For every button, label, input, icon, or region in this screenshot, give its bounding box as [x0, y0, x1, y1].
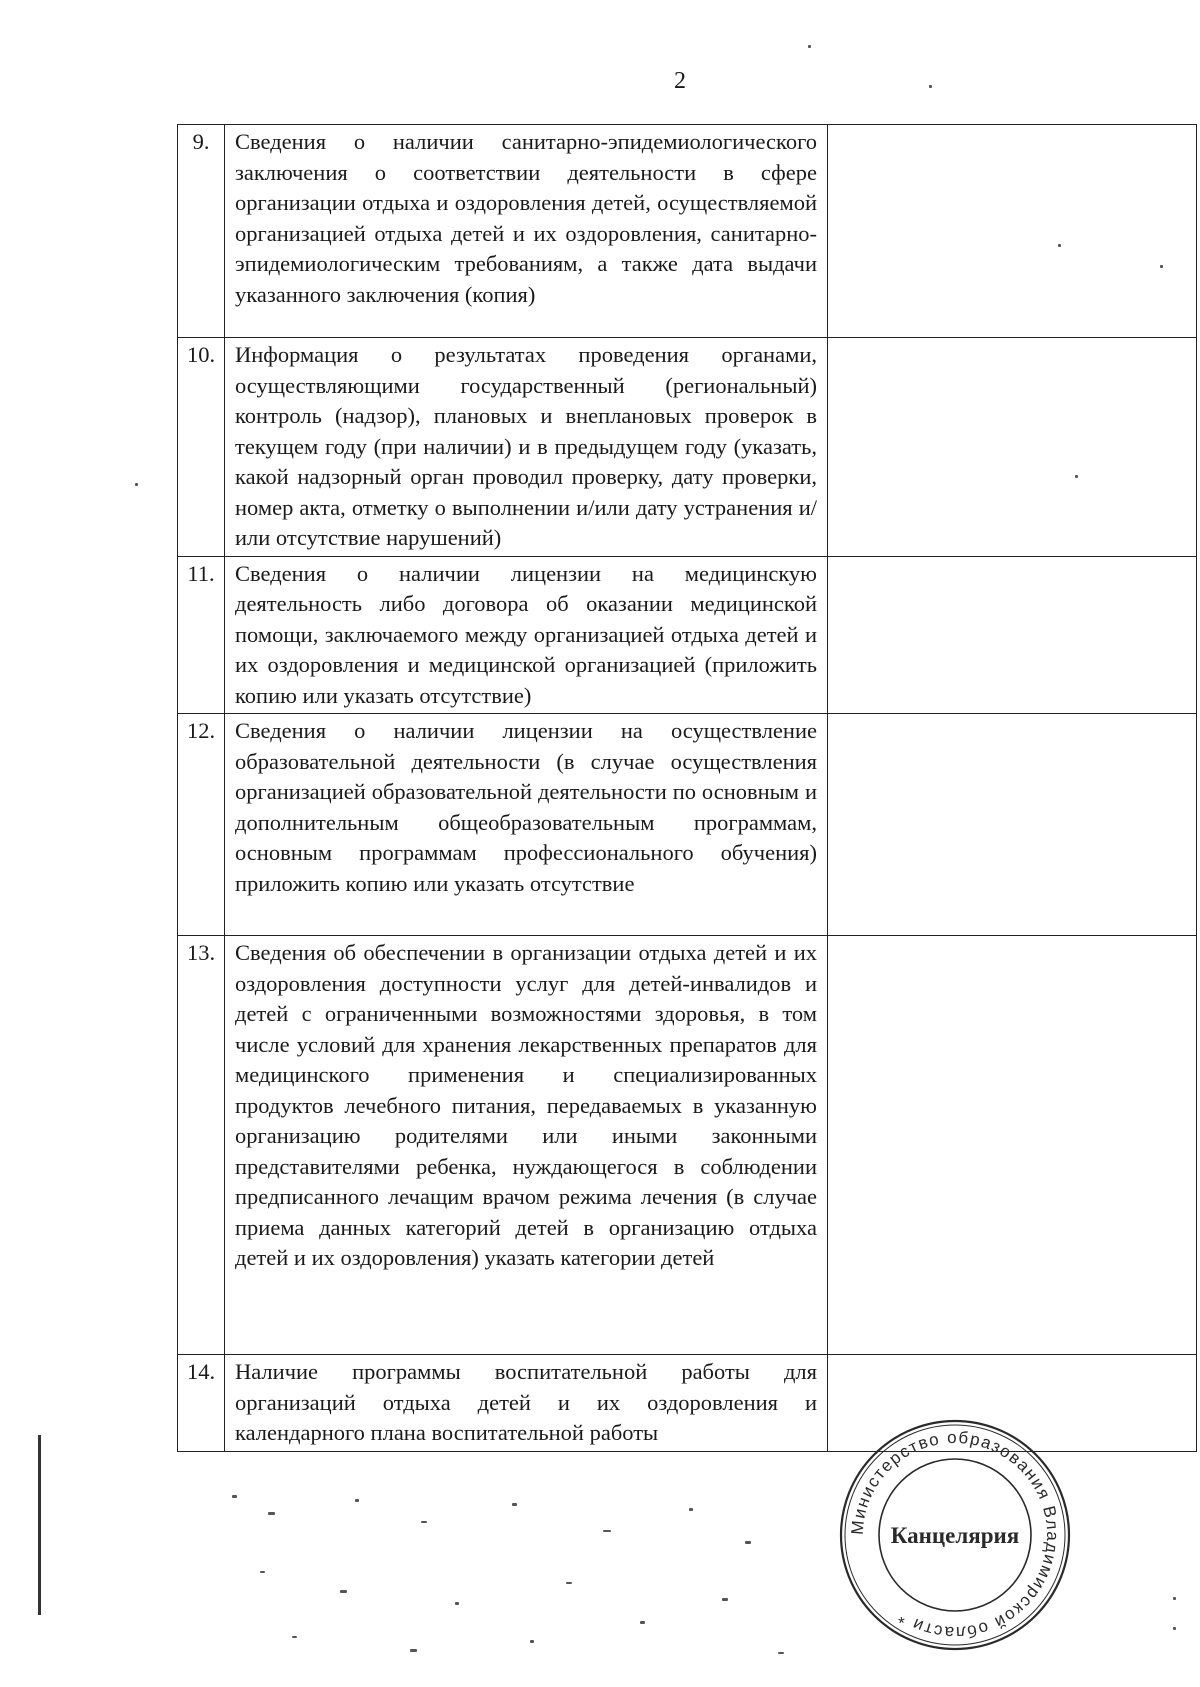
scan-edge-mark [38, 1435, 41, 1615]
row-description: Сведения о наличии лицензии на осуществление образовательной деятельности (в случае осуществления организацией образовательной деятельности по основным и дополнительным общеобразовательным программам, основным программам профессионального обучения) приложить копию или указать отсутствие [225, 714, 828, 936]
row-description: Информация о результатах проведения органами, осуществляющими государственный (региональный) контроль (надзор), плановых и внеплановых проверок в текущем году (при наличии) и в предыдущем году (указать, какой надзорный орган проводил проверку, дату проверки, номер акта, отметку о выполнении и/или дату устранения и/или отсутствие нарушений) [225, 338, 828, 557]
stamp-center-text: Канцелярия [890, 1523, 1020, 1548]
table-row [178, 338, 1197, 557]
row-value [828, 936, 1197, 1355]
row-number: 9. [178, 125, 225, 338]
row-number: 10. [178, 338, 225, 557]
row-description: Сведения о наличии лицензии на медицинскую деятельность либо договора об оказании медицинской помощи, заключаемого между организацией отдыха детей и их оздоровления и медицинской организацией (приложить копию или указать отсутствие) [225, 556, 828, 714]
row-number: 13. [178, 936, 225, 1355]
row-number: 12. [178, 714, 225, 936]
row-description: Наличие программы воспитательной работы для организаций отдыха детей и их оздоровления и календарного плана воспитательной работы [225, 1355, 828, 1452]
row-value [828, 714, 1197, 936]
row-description: Сведения об обеспечении в организации отдыха детей и их оздоровления доступности услуг для детей-инвалидов и детей с ограниченными возможностями здоровья, в том числе условий для хранения лекарственных препаратов для медицинского применения и специализированных продуктов лечебного питания, передаваемых в указанную организацию родителями или иными законными представителями ребенка, нуждающегося в соблюдении предписанного лечащим врачом режима лечения (в случае приема данных категорий детей в организацию отдыха детей и их оздоровления) указать категории детей [225, 936, 828, 1355]
office-stamp [835, 1415, 1075, 1655]
row-value [828, 125, 1197, 338]
table-row [178, 125, 1197, 338]
row-value [828, 556, 1197, 714]
stamp-ring-text: Министерство образования Владимирской области * [847, 1427, 1063, 1643]
table-row [178, 936, 1197, 1355]
page-number: 2 [674, 68, 686, 94]
row-number: 14. [178, 1355, 225, 1452]
row-description: Сведения о наличии санитарно-эпидемиологического заключения о соответствии деятельности в сфере организации отдыха и оздоровления детей, осуществляемой организацией отдыха детей и их оздоровления, санитарно-эпидемиологическим требованиям, а также дата выдачи указанного заключения (копия) [225, 125, 828, 338]
row-value [828, 338, 1197, 557]
row-number: 11. [178, 556, 225, 714]
table-row [178, 556, 1197, 714]
info-table [177, 124, 1197, 1452]
stamp-seal-graphic [835, 1415, 1075, 1655]
table-row [178, 714, 1197, 936]
